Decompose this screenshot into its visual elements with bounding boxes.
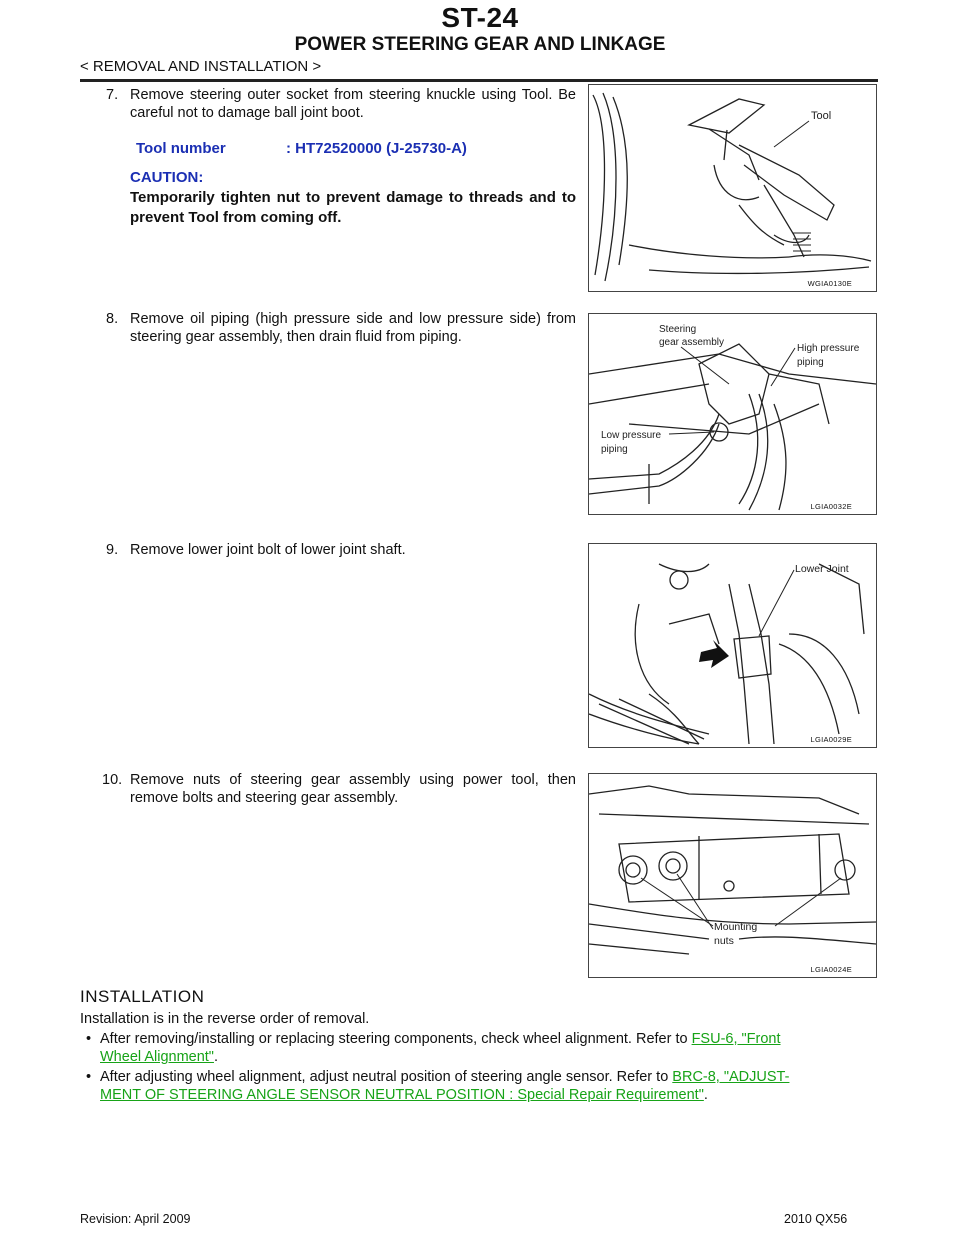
step-number: 9. — [106, 542, 119, 558]
bullet-end: . — [213, 1049, 218, 1065]
breadcrumb: < REMOVAL AND INSTALLATION > — [80, 58, 322, 75]
caution-heading: CAUTION: — [130, 169, 204, 186]
mounting-nuts-illustration — [589, 774, 876, 977]
figure-label-gear-assembly: gear assembly — [659, 337, 725, 348]
figure-label-mounting: Mounting — [714, 921, 758, 933]
figure-label-lower-joint: Lower Joint — [795, 563, 849, 575]
bullet-dot: • — [86, 1031, 92, 1047]
lower-joint-illustration — [589, 544, 876, 747]
installation-intro: Installation is in the reverse order of removal. — [80, 1011, 370, 1027]
link-brc-8-steering-angle-sensor[interactable]: MENT OF STEERING ANGLE SENSOR NEUTRAL POSITION : Special Repair Requirement" — [100, 1087, 704, 1103]
link-brc-8-adjust[interactable]: BRC-8, "ADJUST- — [672, 1069, 790, 1085]
bullet-dot: • — [86, 1069, 92, 1085]
figure-oil-piping — [588, 313, 877, 515]
installation-bullet-1 — [80, 1030, 878, 1066]
footer-model: 2010 QX56 — [784, 1212, 848, 1226]
bullet-text: After removing/installing or replacing steering components, check wheel alignment. Refer to — [100, 1031, 692, 1047]
figure-label-high-pressure-piping: piping — [797, 357, 824, 368]
figure-label-low-pressure-piping: piping — [601, 444, 628, 455]
link-fsu-6-front[interactable]: FSU-6, "Front — [691, 1031, 781, 1047]
figure-id: WGIA0130E — [807, 279, 852, 288]
figure-id: LGIA0029E — [810, 735, 852, 744]
installation-bullet-2 — [80, 1068, 878, 1104]
caution-text: Temporarily tighten nut to prevent damage to threads and to prevent Tool from coming off. — [130, 189, 576, 226]
step-8 — [80, 310, 576, 346]
step-10 — [80, 771, 576, 807]
step-text: Remove oil piping (high pressure side and low pressure side) from steering gear assembly, then drain fluid from piping. — [130, 311, 576, 345]
tool-number-row — [136, 140, 467, 157]
footer-revision: Revision: April 2009 — [80, 1212, 191, 1226]
step-text: Remove lower joint bolt of lower joint shaft. — [130, 542, 406, 558]
figure-label-steering: Steering — [659, 324, 697, 335]
step-number: 8. — [106, 311, 119, 327]
installation-heading: INSTALLATION — [80, 987, 205, 1006]
oil-piping-illustration — [589, 314, 876, 514]
figure-id: LGIA0024E — [810, 965, 852, 974]
step-text: Remove nuts of steering gear assembly using power tool, then remove bolts and steering gear assembly. — [130, 772, 576, 806]
figure-tool-on-knuckle — [588, 84, 877, 292]
tool-illustration — [589, 85, 876, 291]
step-text: Remove steering outer socket from steering knuckle using Tool. Be careful not to damage ball joint boot. — [130, 87, 576, 121]
bullet-text: After adjusting wheel alignment, adjust neutral position of steering angle sensor. Refer to — [100, 1069, 673, 1085]
link-fsu-6-wheel-alignment[interactable]: Wheel Alignment" — [100, 1049, 214, 1065]
header-divider — [80, 79, 878, 82]
step-number: 7. — [106, 87, 119, 103]
figure-label-nuts: nuts — [714, 935, 734, 947]
step-number: 10. — [102, 772, 123, 788]
bullet-end: . — [703, 1087, 708, 1103]
figure-mounting-nuts — [588, 773, 877, 978]
page-title: POWER STEERING GEAR AND LINKAGE — [294, 34, 666, 55]
step-7 — [80, 86, 576, 122]
tool-number-value: : HT72520000 (J-25730-A) — [286, 140, 467, 157]
figure-label-tool: Tool — [811, 110, 832, 122]
figure-id: LGIA0032E — [810, 502, 852, 511]
figure-label-low-pressure: Low pressure — [601, 430, 662, 441]
tool-number-label: Tool number — [136, 140, 226, 157]
step-9 — [80, 541, 576, 559]
figure-lower-joint — [588, 543, 877, 748]
figure-label-high-pressure: High pressure — [797, 343, 860, 354]
page-code: ST-24 — [441, 2, 519, 33]
